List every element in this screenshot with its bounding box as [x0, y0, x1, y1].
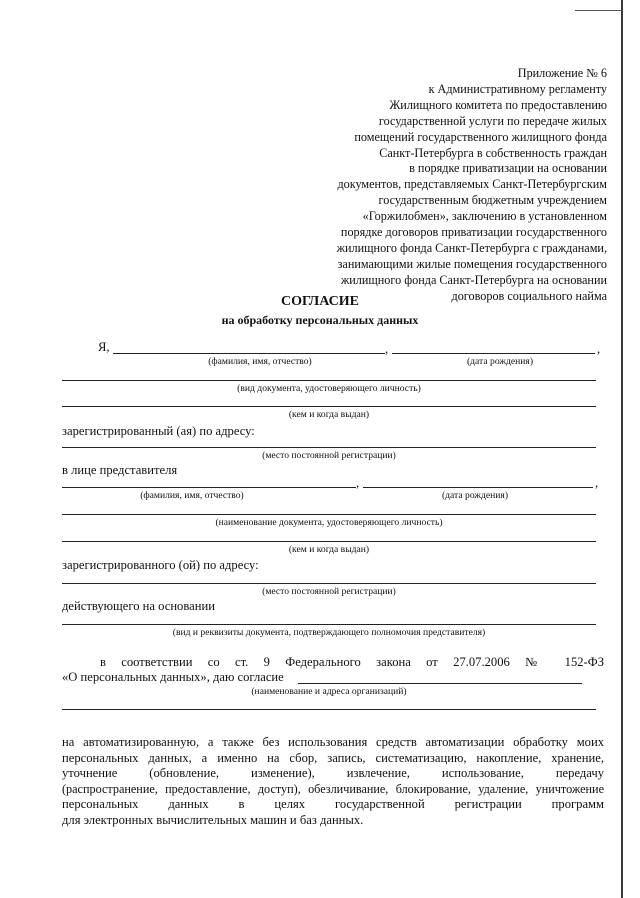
rep-issued-by-caption: (кем и когда выдан) [288, 544, 370, 555]
rep-id-document-caption: (наименование документа, удостоверяющего личность) [215, 517, 443, 528]
acting-basis-label: действующего на основании [62, 599, 215, 613]
appendix-line: документов, представляемых Санкт-Петербургским [337, 177, 607, 192]
appendix-line: договоров социального найма [451, 288, 607, 303]
rep-birth-date-field[interactable] [363, 487, 593, 488]
rep-issued-by-field[interactable] [62, 541, 596, 542]
document-subtitle: на обработку персональных данных [221, 313, 419, 327]
law-word: от [426, 655, 438, 669]
comma-separator: , [356, 476, 360, 490]
appendix-line: жилищного фонда Санкт-Петербурга с гражданами, [336, 240, 607, 255]
appendix-header [277, 66, 607, 305]
organization-field[interactable] [62, 709, 596, 710]
registered-label: зарегистрированный (ая) по адресу: [62, 424, 255, 438]
rep-birth-date-caption: (дата рождения) [441, 490, 509, 501]
appendix-line: к Административному регламенту [428, 81, 607, 96]
organization-field-inline[interactable] [298, 683, 582, 684]
fio-caption: (фамилия, имя, отчество) [208, 356, 312, 367]
law-word: № [525, 655, 550, 669]
body-line: уточнение (обновление, изменение), извлечение, использование, передачу [62, 766, 604, 781]
i-label: Я, [98, 340, 110, 354]
appendix-line: государственной услуги по передаче жилых [378, 113, 607, 128]
law-word: в [100, 655, 106, 669]
body-line: на автоматизированную, а также без использования средств автоматизации обработку моих [62, 735, 604, 749]
issued-by-caption: (кем и когда выдан) [288, 409, 370, 420]
appendix-line: Жилищного комитета по предоставлению [389, 97, 607, 112]
law-word: Федерального [285, 655, 361, 669]
consent-label: «О персональных данных», даю согласие [62, 670, 284, 684]
appendix-line: порядке договоров приватизации государственного [340, 225, 607, 240]
body-line: персональных данных, а именно на сбор, запись, систематизацию, накопление, хранение, [62, 750, 604, 765]
appendix-line: Приложение № 6 [517, 66, 607, 80]
body-line: для электронных вычислительных машин и баз данных. [62, 812, 364, 827]
document-title: СОГЛАСИЕ [281, 294, 359, 309]
law-word: 152-ФЗ [564, 655, 604, 669]
law-reference-line [100, 655, 604, 670]
birth-date-field[interactable] [392, 353, 595, 354]
issued-by-field[interactable] [62, 406, 596, 407]
body-line: персональных данных в целях государственной регистрации программ [62, 797, 604, 812]
comma-separator: , [597, 342, 601, 356]
appendix-line: помещений государственного жилищного фонда [354, 129, 607, 144]
appendix-line: в порядке приватизации на основании [409, 161, 607, 176]
appendix-line: Санкт-Петербурга в собственность граждан [379, 145, 607, 160]
body-line: (распространение, предоставление, доступ), обезличивание, блокирование, удаление, уничтожение [62, 781, 604, 796]
authority-document-caption: (вид и реквизиты документа, подтверждающего полномочия представителя) [172, 627, 486, 638]
id-document-caption: (вид документа, удостоверяющего личность) [237, 383, 421, 394]
residence-caption: (место постоянной регистрации) [262, 450, 396, 461]
rep-residence-caption: (место постоянной регистрации) [262, 586, 396, 597]
scan-top-mark [575, 10, 623, 11]
rep-fio-caption: (фамилия, имя, отчество) [140, 490, 244, 501]
rep-fio-field[interactable] [62, 487, 356, 488]
authority-document-field[interactable] [62, 624, 596, 625]
law-word: ст. [235, 655, 249, 669]
law-word: соответствии [121, 655, 193, 669]
rep-residence-field[interactable] [62, 583, 596, 584]
rep-id-document-field[interactable] [62, 514, 596, 515]
comma-separator: , [385, 342, 389, 356]
representative-label: в лице представителя [62, 463, 178, 477]
scan-edge-line [621, 0, 623, 898]
residence-field[interactable] [62, 447, 596, 448]
appendix-line: занимающими жилые помещения государственного [337, 256, 607, 271]
law-word: закона [376, 655, 411, 669]
fio-field[interactable] [113, 353, 385, 354]
id-document-field[interactable] [62, 380, 596, 381]
comma-separator: , [595, 476, 599, 490]
law-word: 9 [263, 655, 270, 669]
rep-registered-label: зарегистрированного (ой) по адресу: [62, 558, 259, 572]
birth-date-caption: (дата рождения) [466, 356, 534, 367]
law-word: со [207, 655, 220, 669]
appendix-line: жилищного фонда Санкт-Петербурга на основании [340, 272, 607, 287]
organization-caption: (наименование и адреса организаций) [251, 686, 407, 697]
law-word: 27.07.2006 [453, 655, 510, 669]
appendix-line: государственным бюджетным учреждением [378, 193, 607, 208]
consent-body-paragraph [62, 735, 604, 829]
appendix-line: «Горжилобмен», заключению в установленном [362, 209, 607, 224]
